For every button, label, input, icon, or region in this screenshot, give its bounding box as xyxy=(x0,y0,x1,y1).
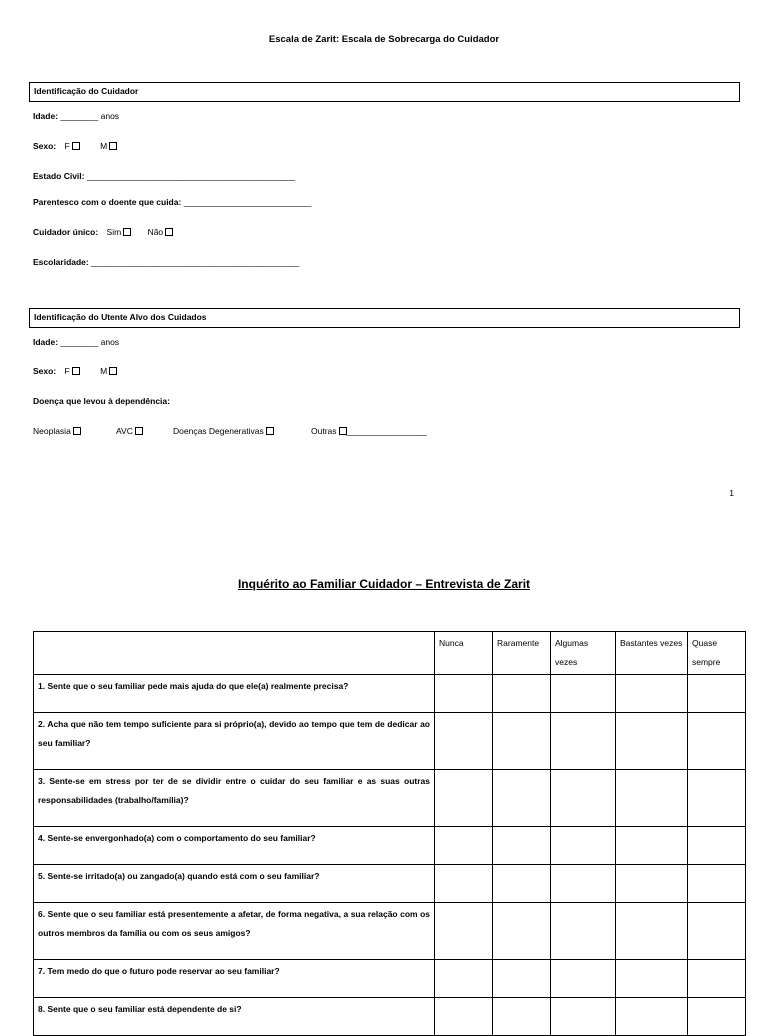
disease-degenerative-option xyxy=(173,426,274,436)
answer-cell[interactable] xyxy=(688,960,746,998)
question-text: 3. Sente-se em stress por ter de se dividir entre o cuidar do seu familiar e as suas outras responsabilidades (trabalho/família)? xyxy=(34,770,435,827)
question-text: 7. Tem medo do que o futuro pode reservar ao seu familiar? xyxy=(34,960,435,998)
patient-disease-options xyxy=(33,426,81,436)
caregiver-sex-f-checkbox[interactable] xyxy=(72,142,80,150)
patient-section-header xyxy=(29,308,740,328)
answer-cell[interactable] xyxy=(616,998,688,1036)
answer-cell[interactable] xyxy=(435,998,493,1036)
caregiver-sole-no-checkbox[interactable] xyxy=(165,228,173,236)
question-text: 6. Sente que o seu familiar está presentemente a afetar, de forma negativa, a sua relação com os outros membros da família ou com os seus amigos? xyxy=(34,903,435,960)
page-number: 1 xyxy=(729,488,734,498)
answer-cell[interactable] xyxy=(493,713,551,770)
answer-cell[interactable] xyxy=(493,960,551,998)
answer-cell[interactable] xyxy=(688,998,746,1036)
caregiver-sole-row xyxy=(33,227,173,237)
answer-cell[interactable] xyxy=(688,903,746,960)
answer-cell[interactable] xyxy=(551,960,616,998)
answer-cell[interactable] xyxy=(688,827,746,865)
caregiver-sex-m-label: M xyxy=(100,141,108,151)
answer-cell[interactable] xyxy=(435,865,493,903)
answer-cell[interactable] xyxy=(551,713,616,770)
disease-other-checkbox[interactable] xyxy=(339,427,347,435)
column-header: Bastantes vezes xyxy=(616,632,688,675)
caregiver-civil-field[interactable]: ____________________________________________ xyxy=(86,171,295,181)
survey-table xyxy=(33,631,746,1036)
answer-cell[interactable] xyxy=(616,675,688,713)
question-text: 4. Sente-se envergonhado(a) com o comportamento do seu familiar? xyxy=(34,827,435,865)
answer-cell[interactable] xyxy=(616,865,688,903)
caregiver-education-row xyxy=(33,257,299,267)
caregiver-civil-row xyxy=(33,171,295,181)
answer-cell[interactable] xyxy=(616,960,688,998)
disease-other-label: Outras xyxy=(311,426,337,436)
caregiver-section-header xyxy=(29,82,740,102)
disease-avc-label: AVC xyxy=(116,426,133,436)
question-text: 5. Sente-se irritado(a) ou zangado(a) quando está com o seu familiar? xyxy=(34,865,435,903)
answer-cell[interactable] xyxy=(493,675,551,713)
caregiver-section-title: Identificação do Cuidador xyxy=(34,86,139,96)
disease-avc-option xyxy=(116,426,143,436)
caregiver-sole-yes-label: Sim xyxy=(106,227,122,237)
caregiver-relation-row xyxy=(33,197,311,207)
caregiver-sex-label: Sexo: xyxy=(33,141,57,151)
patient-sex-f-checkbox[interactable] xyxy=(72,367,80,375)
caregiver-relation-field[interactable]: ___________________________ xyxy=(183,197,312,207)
caregiver-age-field[interactable]: ________ xyxy=(60,111,99,121)
disease-degenerative-checkbox[interactable] xyxy=(266,427,274,435)
answer-cell[interactable] xyxy=(688,713,746,770)
column-header: Nunca xyxy=(435,632,493,675)
answer-cell[interactable] xyxy=(435,903,493,960)
answer-cell[interactable] xyxy=(616,770,688,827)
disease-other-field[interactable]: _________________ xyxy=(346,426,427,436)
answer-cell[interactable] xyxy=(551,903,616,960)
survey-header-row xyxy=(34,632,746,675)
column-header: Algumas vezes xyxy=(551,632,616,675)
answer-cell[interactable] xyxy=(688,770,746,827)
disease-degenerative-label: Doenças Degenerativas xyxy=(173,426,264,436)
caregiver-sex-row xyxy=(33,141,117,151)
answer-cell[interactable] xyxy=(435,827,493,865)
answer-cell[interactable] xyxy=(551,675,616,713)
answer-cell[interactable] xyxy=(551,998,616,1036)
patient-age-field[interactable]: ________ xyxy=(60,337,99,347)
caregiver-sole-no-label: Não xyxy=(147,227,164,237)
patient-sex-row xyxy=(33,366,117,376)
answer-cell[interactable] xyxy=(551,865,616,903)
table-row xyxy=(34,998,746,1036)
table-row xyxy=(34,675,746,713)
answer-cell[interactable] xyxy=(493,827,551,865)
caregiver-civil-label: Estado Civil: xyxy=(33,171,85,181)
question-text: 1. Sente que o seu familiar pede mais ajuda do que ele(a) realmente precisa? xyxy=(34,675,435,713)
caregiver-sex-f-label: F xyxy=(64,141,70,151)
caregiver-relation-label: Parentesco com o doente que cuida: xyxy=(33,197,182,207)
question-text: 2. Acha que não tem tempo suficiente para si próprio(a), devido ao tempo que tem de dedicar ao seu familiar? xyxy=(34,713,435,770)
table-row xyxy=(34,960,746,998)
disease-neoplasia-checkbox[interactable] xyxy=(73,427,81,435)
disease-avc-checkbox[interactable] xyxy=(135,427,143,435)
table-row xyxy=(34,770,746,827)
caregiver-education-field[interactable]: ____________________________________________ xyxy=(91,257,300,267)
column-header: Quase sempre xyxy=(688,632,746,675)
answer-cell[interactable] xyxy=(616,713,688,770)
answer-cell[interactable] xyxy=(616,827,688,865)
patient-section-title: Identificação do Utente Alvo dos Cuidados xyxy=(34,312,207,322)
caregiver-sole-label: Cuidador único: xyxy=(33,227,99,237)
answer-cell[interactable] xyxy=(688,865,746,903)
patient-age-row xyxy=(33,337,119,347)
table-row xyxy=(34,713,746,770)
patient-age-label: Idade: xyxy=(33,337,59,347)
question-text: 8. Sente que o seu familiar está dependente de si? xyxy=(34,998,435,1036)
disease-neoplasia-label: Neoplasia xyxy=(33,426,71,436)
answer-cell[interactable] xyxy=(616,903,688,960)
answer-cell[interactable] xyxy=(435,960,493,998)
answer-cell[interactable] xyxy=(551,770,616,827)
question-column-header xyxy=(34,632,435,675)
patient-sex-f-label: F xyxy=(64,366,70,376)
disease-other-option xyxy=(311,426,427,436)
document-title: Escala de Zarit: Escala de Sobrecarga do Cuidador xyxy=(268,34,500,45)
answer-cell[interactable] xyxy=(688,675,746,713)
answer-cell[interactable] xyxy=(493,865,551,903)
patient-sex-label: Sexo: xyxy=(33,366,57,376)
caregiver-education-label: Escolaridade: xyxy=(33,257,89,267)
patient-age-unit: anos xyxy=(100,337,120,347)
answer-cell[interactable] xyxy=(435,713,493,770)
table-row xyxy=(34,827,746,865)
answer-cell[interactable] xyxy=(493,903,551,960)
caregiver-sole-yes-checkbox[interactable] xyxy=(123,228,131,236)
answer-cell[interactable] xyxy=(493,998,551,1036)
answer-cell[interactable] xyxy=(435,675,493,713)
patient-disease-row xyxy=(33,396,170,406)
caregiver-sex-m-checkbox[interactable] xyxy=(109,142,117,150)
answer-cell[interactable] xyxy=(551,827,616,865)
answer-cell[interactable] xyxy=(493,770,551,827)
column-header: Raramente xyxy=(493,632,551,675)
survey-title: Inquérito ao Familiar Cuidador – Entrevista de Zarit xyxy=(237,577,531,591)
caregiver-age-row xyxy=(33,111,119,121)
caregiver-age-unit: anos xyxy=(100,111,120,121)
caregiver-age-label: Idade: xyxy=(33,111,59,121)
answer-cell[interactable] xyxy=(435,770,493,827)
patient-sex-m-label: M xyxy=(100,366,108,376)
patient-sex-m-checkbox[interactable] xyxy=(109,367,117,375)
table-row xyxy=(34,903,746,960)
patient-disease-label: Doença que levou à dependência: xyxy=(33,396,170,406)
table-row xyxy=(34,865,746,903)
